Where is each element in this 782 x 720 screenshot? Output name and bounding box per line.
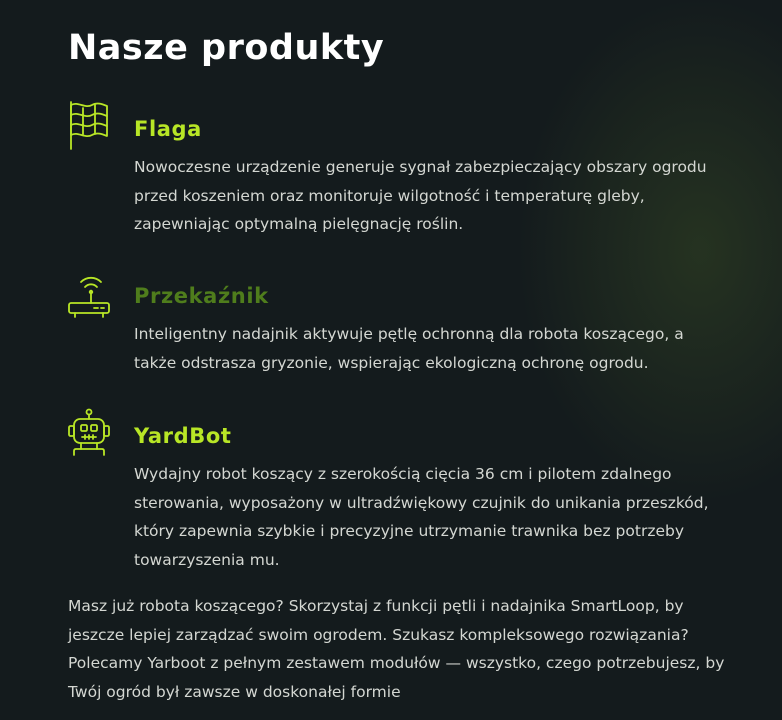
router-icon	[66, 270, 112, 320]
footer-text: Masz już robota koszącego? Skorzystaj z funkcji pętli i nadajnika SmartLoop, by jeszcze lepiej zarządzać swoim ogrodem. Szukasz kompleksowego rozwiązania? Polecamy Yarboot z pełnym zestawem modułów — wszystko, czego potrzebujesz, by Twój ogród był zawsze w doskonałej formie	[68, 597, 725, 701]
product-description: Wydajny robot koszący z szerokością cięcia 36 cm i pilotem zdalnego sterowania, wyposażony w ultradźwiękowy czujnik do unikania przeszkód, który zapewnia szybkie i precyzyjne utrzymanie trawnika bez potrzeby towarzyszenia mu.	[134, 465, 709, 569]
product-name: Przekaźnik	[134, 284, 269, 308]
robot-icon	[66, 408, 112, 458]
flag-icon	[66, 100, 112, 150]
product-name: YardBot	[134, 424, 232, 448]
product-description: Inteligentny nadajnik aktywuje pętlę ochronną dla robota koszącego, a także odstrasza gryzonie, wspierając ekologiczną ochronę ogrodu.	[134, 325, 684, 372]
product-name: Flaga	[134, 117, 202, 141]
page-title: Nasze produkty	[68, 28, 385, 68]
product-description: Nowoczesne urządzenie generuje sygnał zabezpieczający obszary ogrodu przed koszeniem oraz monitoruje wilgotność i temperaturę gleby, zapewniając optymalną pielęgnację roślin.	[134, 158, 707, 233]
